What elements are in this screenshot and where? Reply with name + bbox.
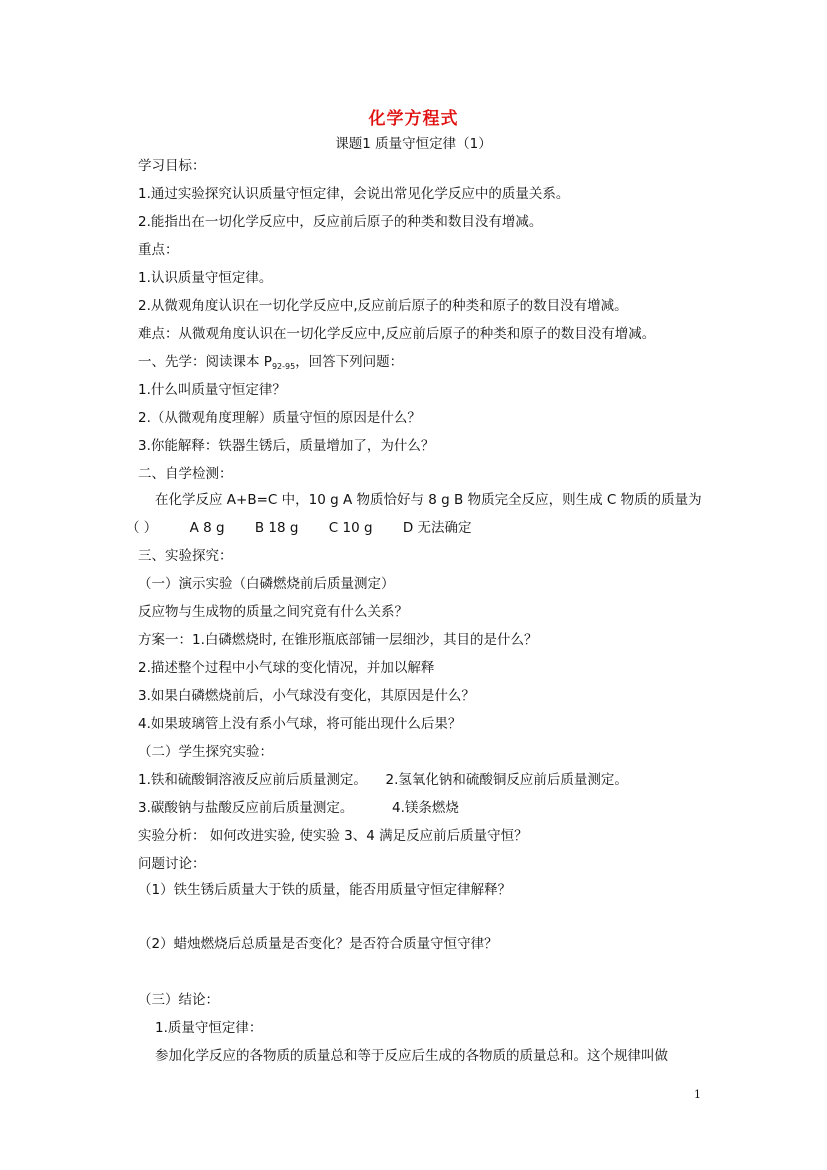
demo-heading: （一）演示实验（白磷燃烧前后质量测定） [138, 576, 395, 592]
self-check-heading: 二、自学检测： [138, 466, 233, 482]
page-number: 1 [694, 1088, 701, 1101]
experiment-3: 3.碳酸钠与盐酸反应前后质量测定。 [138, 800, 354, 816]
plan-3: 3.如果白磷燃烧前后，小气球没有变化，其原因是什么？ [138, 688, 475, 704]
student-experiments-heading: （二）学生探究实验： [138, 744, 273, 760]
discussion-1: （1）铁生锈后质量大于铁的质量，能否用质量守恒定律解释？ [138, 882, 512, 898]
page-range-subscript: 92-95 [271, 362, 296, 371]
discussion-2: （2）蜡烛燃烧后总质量是否变化？是否符合质量守恒守律？ [138, 936, 498, 952]
law-heading: 1.质量守恒定律： [155, 1020, 263, 1036]
experiment-analysis: 实验分析： 如何改进实验, 使实验 3、4 满足反应前后质量守恒？ [138, 828, 528, 844]
conclusion-heading: （三）结论： [138, 992, 219, 1008]
preview-suffix: ，回答下列问题： [295, 354, 404, 370]
question-3: 3.你能解释：铁器生锈后，质量增加了，为什么？ [138, 438, 435, 454]
discussion-heading: 问题讨论： [138, 856, 206, 872]
plan-1: 方案一：1.白磷燃烧时, 在锥形瓶底部铺一层细沙，其目的是什么？ [138, 632, 538, 648]
law-text: 参加化学反应的各物质的质量总和等于反应后生成的各物质的质量总和。这个规律叫做 [155, 1048, 668, 1064]
experiment-1: 1.铁和硫酸铜溶液反应前后质量测定。 [138, 772, 367, 788]
goals-heading: 学习目标： [138, 158, 206, 174]
self-check-options [126, 518, 498, 538]
plan-2: 2.描述整个过程中小气球的变化情况，并加以解释 [138, 660, 435, 676]
option-d: D 无法确定 [402, 520, 472, 536]
explore-heading: 三、实验探究： [138, 548, 233, 564]
option-c: C 10 g [328, 520, 373, 536]
difficulty: 难点：从微观角度认识在一切化学反应中,反应前后原子的种类和原子的数目没有增减。 [138, 326, 656, 342]
plan-4: 4.如果玻璃管上没有系小气球，将可能出现什么后果？ [138, 716, 462, 732]
experiments-row-2 [138, 798, 459, 818]
key-point-1: 1.认识质量守恒定律。 [138, 270, 273, 286]
document-title: 化学方程式 [368, 109, 459, 129]
question-2: 2.（从微观角度理解）质量守恒的原因是什么？ [138, 410, 421, 426]
question-1: 1.什么叫质量守恒定律？ [138, 382, 286, 398]
key-points-heading: 重点： [138, 242, 179, 258]
goal-1: 1.通过实验探究认识质量守恒定律，会说出常见化学反应中的质量关系。 [138, 186, 570, 202]
option-a: A 8 g [189, 520, 225, 536]
experiment-2: 2.氢氧化钠和硫酸铜反应前后质量测定。 [385, 772, 628, 788]
experiment-4: 4.镁条燃烧 [391, 800, 459, 816]
demo-question: 反应物与生成物的质量之间究竟有什么关系？ [138, 604, 408, 620]
key-point-2: 2.从微观角度认识在一切化学反应中,反应前后原子的种类和原子的数目没有增减。 [138, 298, 628, 314]
self-check-question: 在化学反应 A+B=C 中，10 g A 物质恰好与 8 g B 物质完全反应，则生成 C 物质的质量为 [155, 492, 702, 508]
lesson-subtitle: 课题1 质量守恒定律（1） [335, 136, 492, 152]
preview-prefix: 一、先学：阅读课本 P [138, 354, 272, 370]
preview-instruction [138, 352, 403, 377]
goal-2: 2.能指出在一切化学反应中，反应前后原子的种类和数目没有增减。 [138, 214, 543, 230]
answer-blank: （ ） [126, 520, 158, 536]
experiments-row-1 [138, 770, 628, 790]
option-b: B 18 g [254, 520, 299, 536]
